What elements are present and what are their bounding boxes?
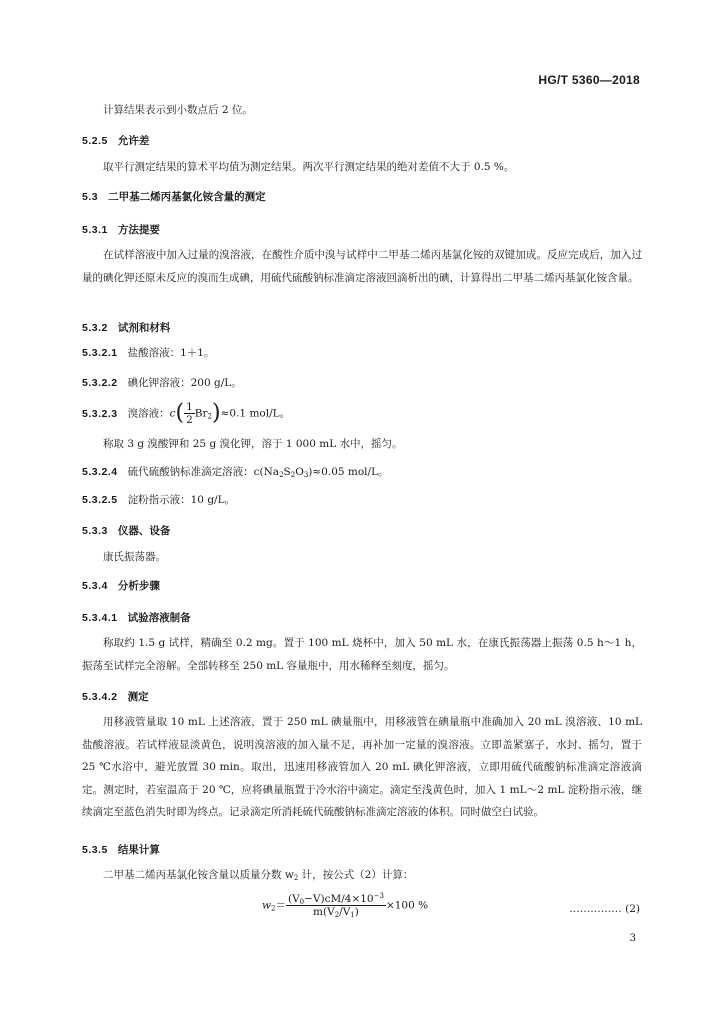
heading-5-3-2: 5.3.2 试剂和材料 <box>82 322 171 334</box>
equation-number: …………… (2) <box>569 903 640 915</box>
heading-5-3-3: 5.3.3 仪器、设备 <box>82 525 171 537</box>
formula-2: $w_2=$ $\frac{(V_0-V)cM/4\times 10^{-3}}{m(V_2/V_1)}$ ×100 % <box>262 892 429 919</box>
heading-5-2-5: 5.2.5 允许差 <box>82 135 150 147</box>
page-number: 3 <box>629 933 636 944</box>
heading-5-3-4-1: 5.3.4.1 试验溶液制备 <box>82 612 191 624</box>
reagent-5-3-2-4: 5.3.2.4 硫代硫酸钠标准滴定溶液：$c(Na_2S_2O_3)\approx 0.05$ mol/L。 <box>82 466 389 479</box>
paragraph-5-3-2-3: 称取 3 g 溴酸钾和 25 g 溴化钾，溶于 1 000 mL 水中，摇匀。 <box>103 438 403 450</box>
heading-5-3: 5.3 二甲基二烯丙基氯化铵含量的测定 <box>82 191 266 203</box>
reagent-5-3-2-2: 5.3.2.2 碘化钾溶液：200 g/L。 <box>82 377 242 389</box>
paragraph-5-3-4-2: 用移液管量取 10 mL 上述溶液，置于 250 mL 碘量瓶中，用移液管在碘量瓶中准确加入 20 mL 溴溶液、10 mL 盐酸溶液。若试样液显淡黄色，说明溴溶液的加入量不足，再补加一定量的溴溶液。立即盖紧塞子，水封、摇匀，置于 25 ℃水浴中，避光放置 30 min。取出，迅速用移液管加入 20 mL 碘化钾溶液，立即用硫代硫酸钠标准滴定溶液滴定。测定时，若室温高于 20 ℃，应将碘量瓶置于冷水浴中滴定。滴定至浅黄色时，加入 1 mL～2 mL 淀粉指示液，继续滴定至蓝色消失时即为终点。记录滴定所消耗硫代硫酸钠标准滴定溶液的体积。同时做空白试验。 <box>82 716 642 818</box>
heading-5-3-5: 5.3.5 结果计算 <box>82 844 160 856</box>
paragraph-5-3-3: 康氏振荡器。 <box>103 551 166 563</box>
standard-number: HG/T 5360—2018 <box>538 73 640 87</box>
paragraph-5-3-5: 二甲基二烯丙基氯化铵含量以质量分数 $w_2$ 计，按公式（2）计算： <box>103 869 414 882</box>
paragraph-5-2-5: 取平行测定结果的算术平均值为测定结果。两次平行测定结果的绝对差值不大于 0.5 %。 <box>103 161 515 173</box>
paragraph-decimal: 计算结果表示到小数点后 2 位。 <box>103 104 253 116</box>
heading-5-3-1: 5.3.1 方法提要 <box>82 224 160 236</box>
paragraph-5-3-1: 在试样溶液中加入过量的溴溶液，在酸性介质中溴与试样中二甲基二烯丙基氯化铵的双键加成。反应完成后，加入过量的碘化钾还原未反应的溴而生成碘，用硫代硫酸钠标准滴定溶液回滴析出的碘，计算得出二甲基二烯丙基氯化铵含量。 <box>82 249 642 284</box>
heading-5-3-4: 5.3.4 分析步骤 <box>82 580 160 592</box>
reagent-5-3-2-5: 5.3.2.5 淀粉指示液：10 g/L。 <box>82 494 236 506</box>
paragraph-5-3-4-1: 称取约 1.5 g 试样，精确至 0.2 mg。置于 100 mL 烧杯中，加入 50 mL 水，在康氏振荡器上振荡 0.5 h～1 h，振荡至试样完全溶解。全部转移至 250 mL 容量瓶中，用水稀释至刻度，摇匀。 <box>82 637 642 672</box>
reagent-5-3-2-3: 5.3.2.3 溴溶液：c( $\frac{1}{2}$ $Br_2)\approx 0.1$ mol/L。 <box>82 400 291 426</box>
heading-5-3-4-2: 5.3.4.2 测定 <box>82 691 149 703</box>
reagent-5-3-2-1: 5.3.2.1 盐酸溶液：1＋1。 <box>82 347 215 359</box>
